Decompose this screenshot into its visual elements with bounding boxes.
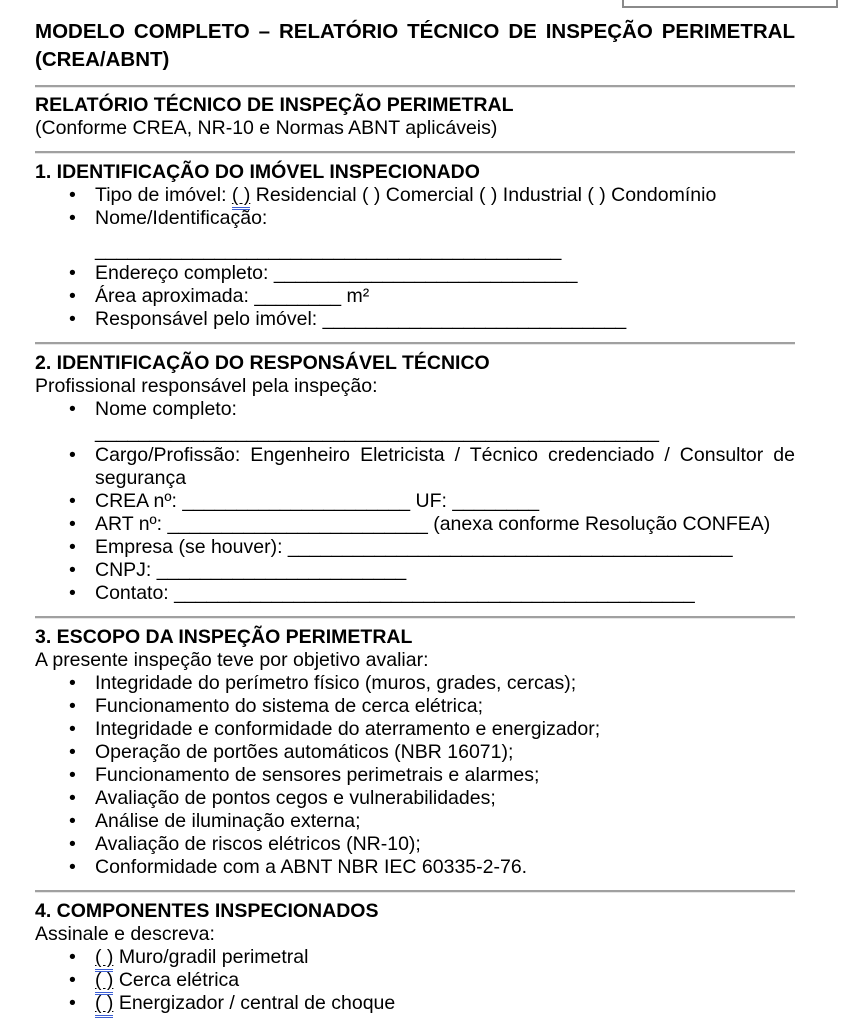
item-text: Conformidade com a ABNT NBR IEC 60335-2-76.: [95, 856, 528, 878]
section-divider: [35, 616, 795, 619]
list-item: [95, 764, 795, 787]
list-item: [95, 513, 795, 536]
item-text: CREA nº: _____________________ UF: ________: [95, 490, 540, 512]
list-item: [95, 559, 795, 582]
section-intro: Profissional responsável pela inspeção:: [35, 375, 378, 397]
section-intro: A presente inspeção teve por objetivo avaliar:: [35, 649, 429, 671]
item-text: Cerca elétrica: [113, 969, 240, 991]
item-text: Avaliação de pontos cegos e vulnerabilidades;: [95, 787, 496, 809]
item-text: Funcionamento de sensores perimetrais e alarmes;: [95, 764, 540, 786]
list-item: [95, 787, 795, 810]
item-text: Residencial ( ) Comercial ( ) Industrial ( ) Condomínio: [250, 184, 717, 206]
item-text: Empresa (se houver): _________________________________________: [95, 536, 733, 558]
bullet-list: [35, 672, 795, 879]
list-item: [95, 741, 795, 764]
list-item: [95, 184, 795, 207]
section-intro: Assinale e descreva:: [35, 923, 215, 945]
list-item: [95, 444, 795, 490]
item-text: Integridade e conformidade do aterramento e energizador;: [95, 718, 601, 740]
list-item: [95, 672, 795, 695]
list-item: [95, 536, 795, 559]
list-item: [95, 490, 795, 513]
item-text: Nome completo: ____________________________________________________: [95, 398, 659, 443]
item-text: Integridade do perímetro físico (muros, grades, cercas);: [95, 672, 577, 694]
item-text: Muro/gradil perimetral: [113, 946, 309, 968]
section-heading: 1. IDENTIFICAÇÃO DO IMÓVEL INSPECIONADO: [35, 161, 480, 183]
list-item: [95, 582, 795, 605]
list-item: [95, 398, 795, 444]
item-text: Funcionamento do sistema de cerca elétrica;: [95, 695, 484, 717]
bullet-list: [35, 946, 795, 1015]
section-divider: [35, 890, 795, 893]
item-text: Nome/Identificação:: [95, 207, 268, 229]
item-text: Análise de iluminação externa;: [95, 810, 361, 832]
item-text: ART nº: ________________________ (anexa conforme Resolução CONFEA): [95, 513, 771, 535]
sections-container: [35, 151, 795, 1015]
section-heading: 2. IDENTIFICAÇÃO DO RESPONSÁVEL TÉCNICO: [35, 352, 490, 374]
item-text: CNPJ: _______________________: [95, 559, 407, 581]
doc-title: MODELO COMPLETO – RELATÓRIO TÉCNICO DE INSPEÇÃO PERIMETRAL (CREA/ABNT): [35, 20, 795, 71]
item-text: Operação de portões automáticos (NBR 16071);: [95, 741, 514, 763]
bullet-list: [35, 398, 795, 605]
item-text: Endereço completo: ____________________________: [95, 262, 578, 284]
section-divider: [35, 151, 795, 154]
checkbox-link[interactable]: ( ): [95, 992, 113, 1018]
list-item: [95, 695, 795, 718]
checkbox-link[interactable]: ( ): [95, 969, 113, 995]
item-text: Área aproximada: ________ m²: [95, 285, 370, 307]
list-item: [95, 810, 795, 833]
cropped-input-box[interactable]: [622, 0, 838, 8]
item-text: Energizador / central de choque: [113, 992, 396, 1014]
item-text: Cargo/Profissão: Engenheiro Eletricista / Técnico credenciado / Consultor de segurança: [95, 444, 795, 489]
section-divider: [35, 85, 795, 88]
list-item: [95, 308, 795, 331]
checkbox-link[interactable]: ( ): [95, 946, 113, 972]
item-text: Tipo de imóvel:: [95, 184, 232, 206]
list-item: [95, 262, 795, 285]
item-text: Avaliação de riscos elétricos (NR-10);: [95, 833, 421, 855]
list-item: [95, 833, 795, 856]
list-item: [95, 856, 795, 879]
list-item: [95, 969, 795, 992]
report-subtitle: (Conforme CREA, NR-10 e Normas ABNT aplicáveis): [35, 117, 498, 139]
list-item: [95, 718, 795, 741]
item-text: Contato: ________________________________________________: [95, 582, 695, 604]
list-item: [95, 285, 795, 308]
document-body: [35, 18, 795, 1015]
list-item: [95, 992, 795, 1015]
item-text: Responsável pelo imóvel: ____________________________: [95, 308, 627, 330]
section-heading: 3. ESCOPO DA INSPEÇÃO PERIMETRAL: [35, 626, 413, 648]
list-item: [95, 946, 795, 969]
blank-fill-line[interactable]: ___________________________________________: [95, 239, 562, 261]
list-item: [95, 207, 795, 262]
section-heading: 4. COMPONENTES INSPECIONADOS: [35, 900, 379, 922]
checkbox-link[interactable]: ( ): [232, 184, 250, 210]
bullet-list: [35, 184, 795, 331]
report-title: RELATÓRIO TÉCNICO DE INSPEÇÃO PERIMETRAL: [35, 94, 514, 116]
section-divider: [35, 342, 795, 345]
